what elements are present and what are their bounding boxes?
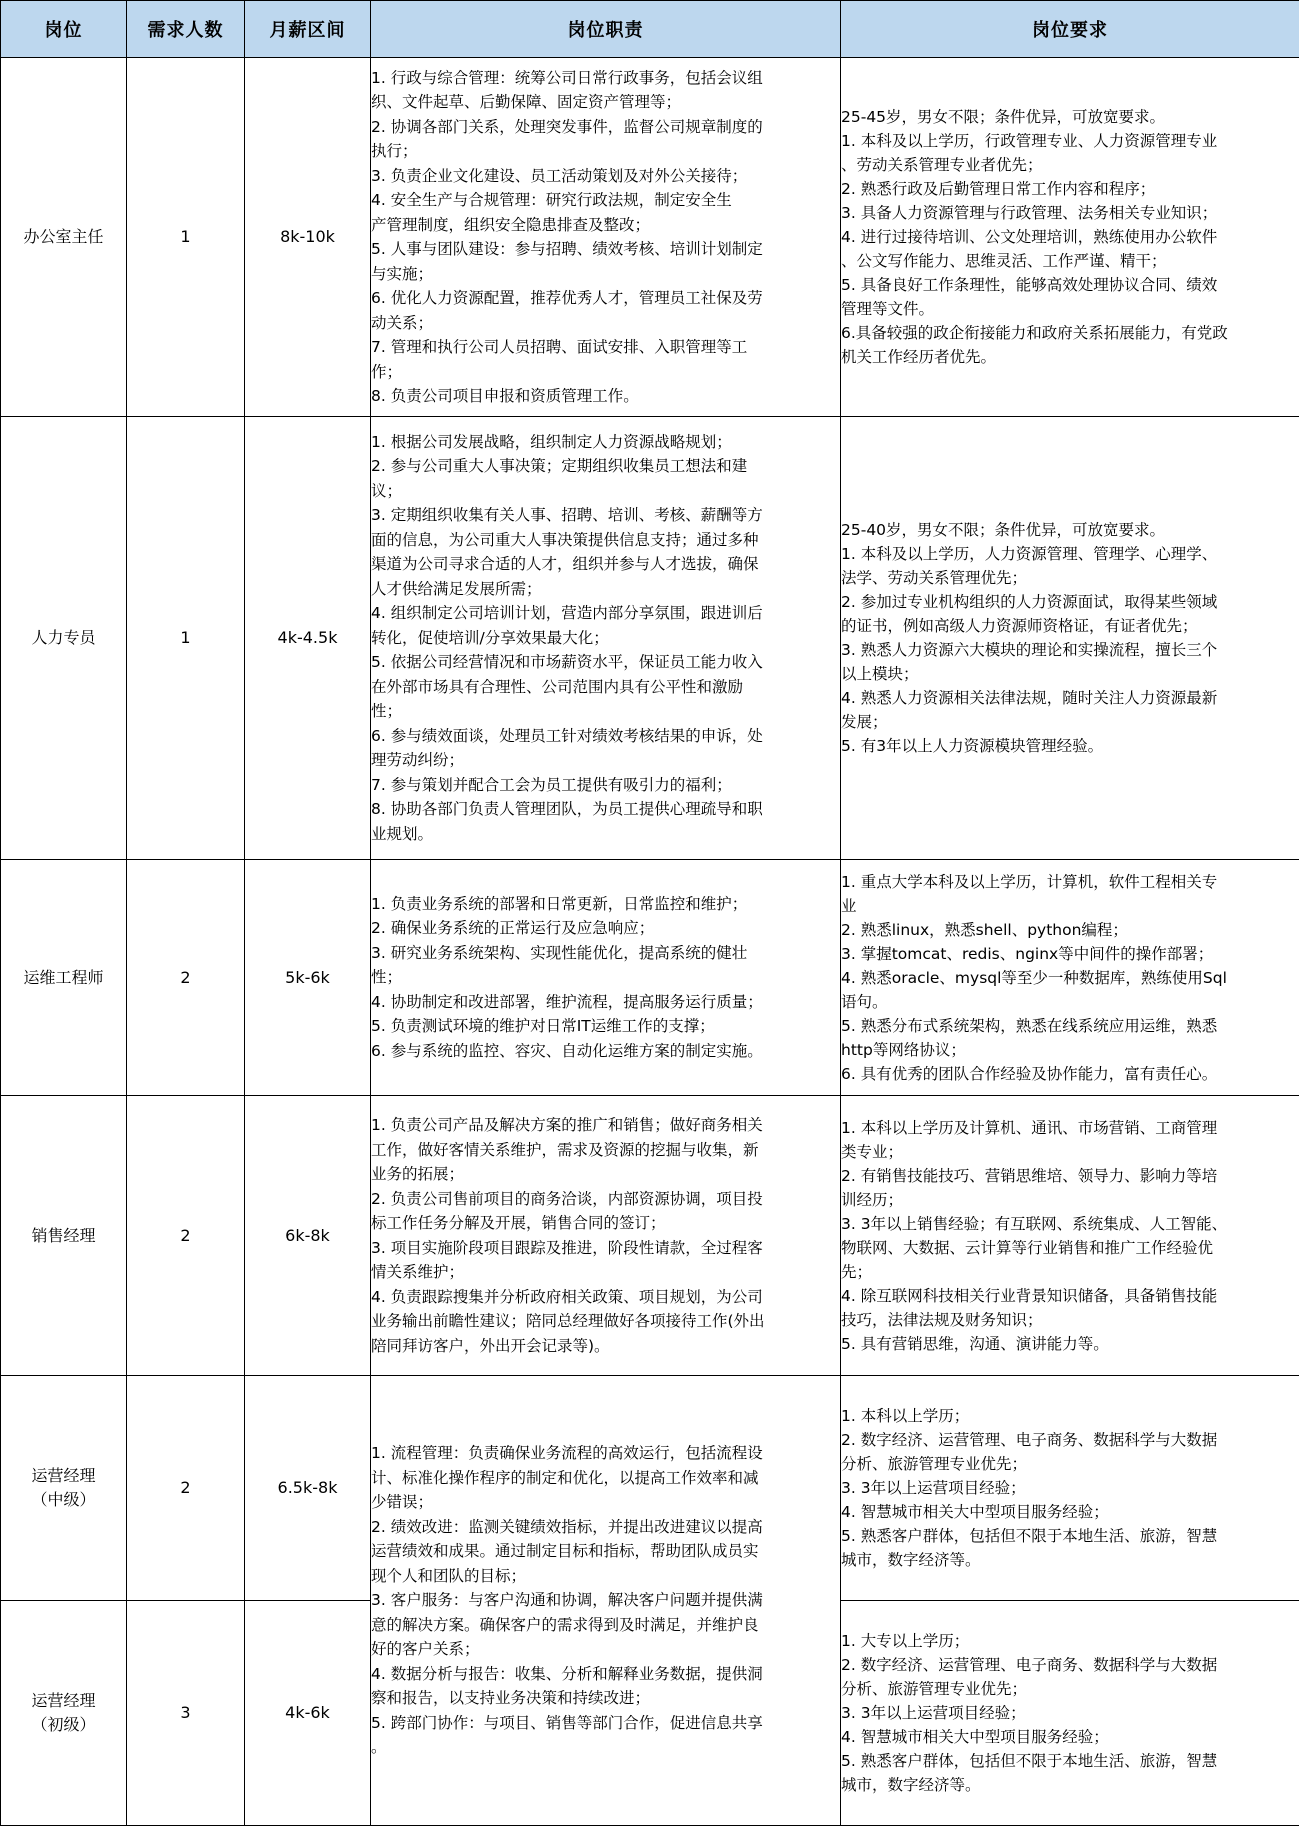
requirement-line: 城市，数字经济等。 <box>841 1773 1299 1797</box>
requirement-line: 3. 3年以上销售经验；有互联网、系统集成、人工智能、 <box>841 1212 1299 1236</box>
requirement-line: 1. 大专以上学历； <box>841 1629 1299 1653</box>
position-title-line: 运营经理 <box>1 1464 126 1488</box>
duty-line: 5. 跨部门协作：与项目、销售等部门合作，促进信息共享 <box>371 1711 840 1736</box>
duty-line: 执行； <box>371 139 840 164</box>
requirement-line: 5. 具有营销思维，沟通、演讲能力等。 <box>841 1332 1299 1356</box>
requirement-line: 4. 熟悉人力资源相关法律法规，随时关注人力资源最新 <box>841 686 1299 710</box>
duty-line: 转化，促使培训/分享效果最大化； <box>371 626 840 651</box>
header-row <box>1 1 1299 58</box>
duty-line: 标工作任务分解及开展，销售合同的签订； <box>371 1211 840 1236</box>
duty-line: 业务输出前瞻性建议；陪同总经理做好各项接待工作(外出 <box>371 1309 840 1334</box>
duty-line: 人才供给满足发展所需； <box>371 577 840 602</box>
requirement-line: 管理等文件。 <box>841 297 1299 321</box>
position-title: 人力专员 <box>1 417 127 860</box>
requirement-line: 以上模块； <box>841 662 1299 686</box>
duty-line: 作； <box>371 360 840 385</box>
requirement-line: 6.具备较强的政企衔接能力和政府关系拓展能力，有党政 <box>841 321 1299 345</box>
duties-cell <box>371 417 841 860</box>
duty-line: 5. 人事与团队建设：参与招聘、绩效考核、培训计划制定 <box>371 237 840 262</box>
duty-line: 4. 负责跟踪搜集并分析政府相关政策、项目规划，为公司 <box>371 1285 840 1310</box>
requirement-line: 1. 本科及以上学历，行政管理专业、人力资源管理专业 <box>841 129 1299 153</box>
requirement-line: http等网络协议； <box>841 1038 1299 1062</box>
duty-line: 与实施； <box>371 262 840 287</box>
duty-line: 3. 研究业务系统架构、实现性能优化，提高系统的健壮 <box>371 941 840 966</box>
requirement-line: 分析、旅游管理专业优先； <box>841 1677 1299 1701</box>
requirement-line: 机关工作经历者优先。 <box>841 345 1299 369</box>
requirement-line: 6. 具有优秀的团队合作经验及协作能力，富有责任心。 <box>841 1062 1299 1086</box>
headcount-value: 2 <box>127 1376 245 1601</box>
position-title: 销售经理 <box>1 1096 127 1376</box>
duty-line: 8. 协助各部门负责人管理团队，为员工提供心理疏导和职 <box>371 797 840 822</box>
duty-line: 3. 项目实施阶段项目跟踪及推进，阶段性请款，全过程客 <box>371 1236 840 1261</box>
header-salary-range: 月薪区间 <box>245 1 371 58</box>
requirement-line: 城市，数字经济等。 <box>841 1548 1299 1572</box>
duty-line: 理劳动纠纷； <box>371 748 840 773</box>
duty-line: 4. 数据分析与报告：收集、分析和解释业务数据，提供洞 <box>371 1662 840 1687</box>
table-row <box>1 58 1299 417</box>
duty-line: 性； <box>371 699 840 724</box>
table-row <box>1 1376 1299 1601</box>
duty-line: 2. 绩效改进：监测关键绩效指标，并提出改进建议以提高 <box>371 1515 840 1540</box>
duties-cell <box>371 1096 841 1376</box>
requirement-line: 2. 数字经济、运营管理、电子商务、数据科学与大数据 <box>841 1653 1299 1677</box>
position-title: 办公室主任 <box>1 58 127 417</box>
duty-line: 3. 定期组织收集有关人事、招聘、培训、考核、薪酬等方 <box>371 503 840 528</box>
headcount-value: 3 <box>127 1601 245 1826</box>
duty-line: 渠道为公司寻求合适的人才，组织并参与人才选拔，确保 <box>371 552 840 577</box>
requirement-line: 的证书，例如高级人力资源师资格证，有证者优先； <box>841 614 1299 638</box>
duty-line: 工作，做好客情关系维护，需求及资源的挖掘与收集，新 <box>371 1138 840 1163</box>
requirement-line: 1. 重点大学本科及以上学历，计算机，软件工程相关专 <box>841 870 1299 894</box>
salary-value: 4k-6k <box>245 1601 371 1826</box>
requirement-line: 物联网、大数据、云计算等行业销售和推广工作经验优 <box>841 1236 1299 1260</box>
requirement-line: 4. 智慧城市相关大中型项目服务经验； <box>841 1500 1299 1524</box>
header-duties: 岗位职责 <box>371 1 841 58</box>
duty-line: 4. 组织制定公司培训计划，营造内部分享氛围，跟进训后 <box>371 601 840 626</box>
position-title-line: （中级） <box>1 1488 126 1512</box>
requirement-line: 1. 本科及以上学历，人力资源管理、管理学、心理学、 <box>841 542 1299 566</box>
requirement-line: 2. 熟悉行政及后勤管理日常工作内容和程序； <box>841 177 1299 201</box>
duty-line: 察和报告，以支持业务决策和持续改进； <box>371 1686 840 1711</box>
duty-line: 计、标准化操作程序的制定和优化，以提高工作效率和减 <box>371 1466 840 1491</box>
requirement-line: 4. 除互联网科技相关行业背景知识储备，具备销售技能 <box>841 1284 1299 1308</box>
position-title: 运维工程师 <box>1 860 127 1096</box>
salary-value: 6.5k-8k <box>245 1376 371 1601</box>
duties-cell <box>371 860 841 1096</box>
header-position: 岗位 <box>1 1 127 58</box>
table-row <box>1 1096 1299 1376</box>
requirement-line: 1. 本科以上学历及计算机、通讯、市场营销、工商管理 <box>841 1116 1299 1140</box>
requirement-line: 2. 熟悉linux，熟悉shell、python编程； <box>841 918 1299 942</box>
header-requirements: 岗位要求 <box>841 1 1299 58</box>
requirement-line: 分析、旅游管理专业优先； <box>841 1452 1299 1476</box>
duty-line: 业规划。 <box>371 822 840 847</box>
duty-line: 6. 参与绩效面谈，处理员工针对绩效考核结果的申诉，处 <box>371 724 840 749</box>
salary-value: 8k-10k <box>245 58 371 417</box>
requirement-line: 4. 熟悉oracle、mysql等至少一种数据库，熟练使用Sql <box>841 966 1299 990</box>
salary-value: 6k-8k <box>245 1096 371 1376</box>
duty-line: 6. 参与系统的监控、容灾、自动化运维方案的制定实施。 <box>371 1039 840 1064</box>
duty-line: 2. 协调各部门关系，处理突发事件，监督公司规章制度的 <box>371 115 840 140</box>
requirement-line: 训经历； <box>841 1188 1299 1212</box>
duty-line: 。 <box>371 1735 840 1760</box>
position-title <box>1 1376 127 1601</box>
requirement-line: 5. 有3年以上人力资源模块管理经验。 <box>841 734 1299 758</box>
requirement-line: 2. 参加过专业机构组织的人力资源面试，取得某些领域 <box>841 590 1299 614</box>
duty-line: 1. 负责业务系统的部署和日常更新，日常监控和维护； <box>371 892 840 917</box>
duty-line: 3. 负责企业文化建设、员工活动策划及对外公关接待； <box>371 164 840 189</box>
duty-line: 2. 参与公司重大人事决策；定期组织收集员工想法和建 <box>371 454 840 479</box>
duty-line: 2. 负责公司售前项目的商务洽谈，内部资源协调，项目投 <box>371 1187 840 1212</box>
requirements-cell <box>841 1376 1299 1601</box>
duty-line: 1. 行政与综合管理：统筹公司日常行政事务，包括会议组 <box>371 66 840 91</box>
duty-line: 7. 管理和执行公司人员招聘、面试安排、入职管理等工 <box>371 335 840 360</box>
requirement-line: 业 <box>841 894 1299 918</box>
duty-line: 现个人和团队的目标； <box>371 1564 840 1589</box>
duty-line: 运营绩效和成果。通过制定目标和指标，帮助团队成员实 <box>371 1539 840 1564</box>
requirement-line: 2. 有销售技能技巧、营销思维培、领导力、影响力等培 <box>841 1164 1299 1188</box>
headcount-value: 1 <box>127 58 245 417</box>
header-headcount: 需求人数 <box>127 1 245 58</box>
requirement-line: 3. 具备人力资源管理与行政管理、法务相关专业知识； <box>841 201 1299 225</box>
requirement-line: 5. 熟悉客户群体，包括但不限于本地生活、旅游，智慧 <box>841 1749 1299 1773</box>
requirement-line: 技巧，法律法规及财务知识； <box>841 1308 1299 1332</box>
duty-line: 陪同拜访客户，外出开会记录等)。 <box>371 1334 840 1359</box>
duty-line: 在外部市场具有合理性、公司范围内具有公平性和激励 <box>371 675 840 700</box>
requirement-line: 、公文写作能力、思维灵活、工作严谨、精干； <box>841 249 1299 273</box>
duty-line: 1. 负责公司产品及解决方案的推广和销售；做好商务相关 <box>371 1113 840 1138</box>
duty-line: 1. 流程管理：负责确保业务流程的高效运行，包括流程设 <box>371 1441 840 1466</box>
duties-cell-shared <box>371 1376 841 1826</box>
duty-line: 1. 根据公司发展战略，组织制定人力资源战略规划； <box>371 430 840 455</box>
headcount-value: 1 <box>127 417 245 860</box>
requirement-line: 先； <box>841 1260 1299 1284</box>
requirement-line: 1. 本科以上学历； <box>841 1404 1299 1428</box>
duty-line: 好的客户关系； <box>371 1637 840 1662</box>
duty-line: 5. 依据公司经营情况和市场薪资水平，保证员工能力收入 <box>371 650 840 675</box>
requirement-line: 5. 具备良好工作条理性，能够高效处理协议合同、绩效 <box>841 273 1299 297</box>
duties-cell <box>371 58 841 417</box>
table-row <box>1 417 1299 860</box>
requirement-line: 4. 智慧城市相关大中型项目服务经验； <box>841 1725 1299 1749</box>
duty-line: 7. 参与策划并配合工会为员工提供有吸引力的福利； <box>371 773 840 798</box>
requirements-cell <box>841 860 1299 1096</box>
duty-line: 2. 确保业务系统的正常运行及应急响应； <box>371 916 840 941</box>
requirement-line: 发展； <box>841 710 1299 734</box>
requirements-cell <box>841 58 1299 417</box>
requirement-line: 5. 熟悉分布式系统架构，熟悉在线系统应用运维，熟悉 <box>841 1014 1299 1038</box>
table-row <box>1 860 1299 1096</box>
requirement-line: 3. 熟悉人力资源六大模块的理论和实操流程，擅长三个 <box>841 638 1299 662</box>
requirement-line: 5. 熟悉客户群体，包括但不限于本地生活、旅游，智慧 <box>841 1524 1299 1548</box>
requirement-line: 法学、劳动关系管理优先； <box>841 566 1299 590</box>
requirement-line: 3. 掌握tomcat、redis、nginx等中间件的操作部署； <box>841 942 1299 966</box>
duty-line: 少错误； <box>371 1490 840 1515</box>
duty-line: 4. 协助制定和改进部署，维护流程，提高服务运行质量； <box>371 990 840 1015</box>
duty-line: 8. 负责公司项目申报和资质管理工作。 <box>371 384 840 409</box>
duty-line: 面的信息，为公司重大人事决策提供信息支持；通过多种 <box>371 528 840 553</box>
duty-line: 产管理制度，组织安全隐患排查及整改； <box>371 213 840 238</box>
position-title <box>1 1601 127 1826</box>
requirements-cell <box>841 1601 1299 1826</box>
headcount-value: 2 <box>127 860 245 1096</box>
duty-line: 动关系； <box>371 311 840 336</box>
requirement-line: 3. 3年以上运营项目经验； <box>841 1701 1299 1725</box>
duty-line: 5. 负责测试环境的维护对日常IT运维工作的支撑； <box>371 1014 840 1039</box>
duty-line: 业务的拓展； <box>371 1162 840 1187</box>
requirement-line: 2. 数字经济、运营管理、电子商务、数据科学与大数据 <box>841 1428 1299 1452</box>
requirements-cell <box>841 417 1299 860</box>
requirement-line: 25-45岁，男女不限；条件优异，可放宽要求。 <box>841 105 1299 129</box>
duty-line: 3. 客户服务：与客户沟通和协调，解决客户问题并提供满 <box>371 1588 840 1613</box>
duty-line: 议； <box>371 479 840 504</box>
duty-line: 性； <box>371 965 840 990</box>
requirement-line: 25-40岁，男女不限；条件优异，可放宽要求。 <box>841 518 1299 542</box>
requirement-line: 语句。 <box>841 990 1299 1014</box>
requirements-cell <box>841 1096 1299 1376</box>
salary-value: 4k-4.5k <box>245 417 371 860</box>
position-title-line: （初级） <box>1 1713 126 1737</box>
duty-line: 织、文件起草、后勤保障、固定资产管理等； <box>371 90 840 115</box>
headcount-value: 2 <box>127 1096 245 1376</box>
duty-line: 4. 安全生产与合规管理：研究行政法规，制定安全生 <box>371 188 840 213</box>
duty-line: 6. 优化人力资源配置，推荐优秀人才，管理员工社保及劳 <box>371 286 840 311</box>
requirement-line: 类专业； <box>841 1140 1299 1164</box>
requirement-line: 、劳动关系管理专业者优先； <box>841 153 1299 177</box>
requirement-line: 4. 进行过接待培训、公文处理培训，熟练使用办公软件 <box>841 225 1299 249</box>
duty-line: 情关系维护； <box>371 1260 840 1285</box>
duty-line: 意的解决方案。确保客户的需求得到及时满足，并维护良 <box>371 1613 840 1638</box>
salary-value: 5k-6k <box>245 860 371 1096</box>
requirement-line: 3. 3年以上运营项目经验； <box>841 1476 1299 1500</box>
position-title-line: 运营经理 <box>1 1689 126 1713</box>
